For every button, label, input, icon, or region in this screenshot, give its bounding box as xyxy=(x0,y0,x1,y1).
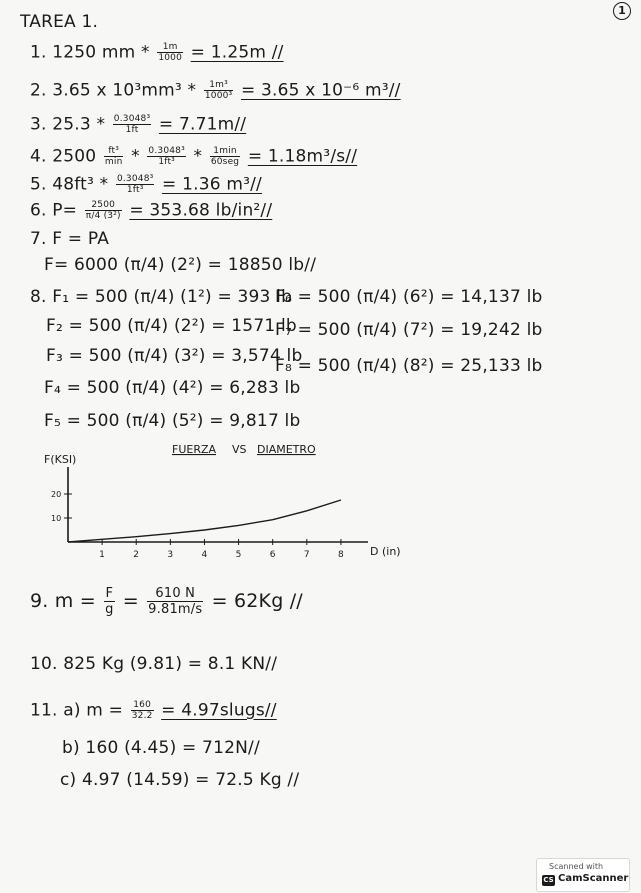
force-f3: F₃ = 500 (π/4) (3²) = 3,574 lb xyxy=(46,346,303,366)
line-11c: c) 4.97 (14.59) = 72.5 Kg // xyxy=(60,770,300,790)
line-3-fraction: $\frac{\text{0.3048³}}{1ft}$ xyxy=(113,114,151,135)
line-1-fraction: $\frac{1m}{1000}$ xyxy=(158,42,183,63)
chart-title-fuerza: FUERZA xyxy=(172,443,217,456)
x-tick-label: 5 xyxy=(235,550,242,560)
series-line-F xyxy=(68,500,341,542)
y-tick-label: 20 xyxy=(51,490,62,499)
chart-title-vs: VS xyxy=(232,443,247,456)
y-tick-label: 10 xyxy=(51,514,62,523)
page-number: 1 xyxy=(613,2,631,20)
x-tick-label: 4 xyxy=(201,550,208,560)
line-10: 10. 825 Kg (9.81) = 8.1 KN// xyxy=(30,654,278,674)
force-f7: F₇ = 500 (π/4) (7²) = 19,242 lb xyxy=(275,320,543,340)
line-4: 4. 2500 $\frac{\text{ft³}}{\min}$ * $\frac{\text{0.3048³}}{\text{1ft³}}$ * $\frac{1\min}{\text{60seg}}$ = 1.18m³/s// xyxy=(30,146,358,167)
force-f5: F₅ = 500 (π/4) (5²) = 9,817 lb xyxy=(44,411,301,431)
camscanner-badge xyxy=(536,858,630,892)
force-vs-diameter-chart xyxy=(0,435,420,565)
line-3: 3. 25.3 * $\frac{\text{0.3048³}}{1ft}$ = 7.71m// xyxy=(30,114,247,135)
force-f2: F₂ = 500 (π/4) (2²) = 1571 lb xyxy=(46,316,297,336)
x-tick-label: 3 xyxy=(167,550,174,560)
line-7: 7. F = PA xyxy=(30,229,110,249)
force-f1: 8. F₁ = 500 (π/4) (1²) = 393 lb xyxy=(30,287,293,307)
line-2-fraction: $\frac{\text{1m³}}{\text{1000³}}$ xyxy=(204,80,233,101)
camscanner-brand: CamScanner xyxy=(558,873,629,884)
page-title: TAREA 1. xyxy=(20,12,99,32)
line-2: 2. 3.65 x 10³mm³ * $\frac{\text{1m³}}{\text{1000³}}$ = 3.65 x 10⁻⁶ m³// xyxy=(30,80,401,101)
line-11b: b) 160 (4.45) = 712N// xyxy=(62,738,260,758)
line-6: 6. P= $\frac{2500}{\text{π/4 (3²)}}$ = 353.68 lb/in²// xyxy=(30,200,273,221)
x-tick-label: 7 xyxy=(303,550,310,560)
camscanner-logo-icon: CS xyxy=(543,876,554,884)
x-tick-label: 1 xyxy=(99,550,105,560)
line-11a: 11. a) m = $\frac{160}{32.2}$ = 4.97slugs// xyxy=(30,700,277,721)
x-tick-label: 8 xyxy=(337,550,344,560)
x-tick-label: 2 xyxy=(133,550,139,560)
line-7b: F= 6000 (π/4) (2²) = 18850 lb// xyxy=(44,255,317,275)
line-5: 5. 48ft³ * $\frac{\text{0.3048³}}{\text{1ft³}}$ = 1.36 m³// xyxy=(30,174,262,195)
line-9: 9. m = $\frac{F}{g}$ = $\frac{610 N}{9.81m/s}$ = 62Kg // xyxy=(30,586,303,617)
x-tick-label: 6 xyxy=(269,550,276,560)
force-f8: F₈ = 500 (π/4) (8²) = 25,133 lb xyxy=(275,356,543,376)
x-axis-label: D (in) xyxy=(370,545,401,558)
force-f4: F₄ = 500 (π/4) (4²) = 6,283 lb xyxy=(44,378,301,398)
force-f6: F₆ = 500 (π/4) (6²) = 14,137 lb xyxy=(275,287,543,307)
y-axis-label: F(KSI) xyxy=(44,453,77,466)
chart-title-diametro: DIAMETRO xyxy=(257,443,316,456)
scanned-with-label: Scanned with xyxy=(549,862,604,871)
line-1: 1. 1250 mm * $\frac{1m}{1000}$ = 1.25m // xyxy=(30,42,284,63)
